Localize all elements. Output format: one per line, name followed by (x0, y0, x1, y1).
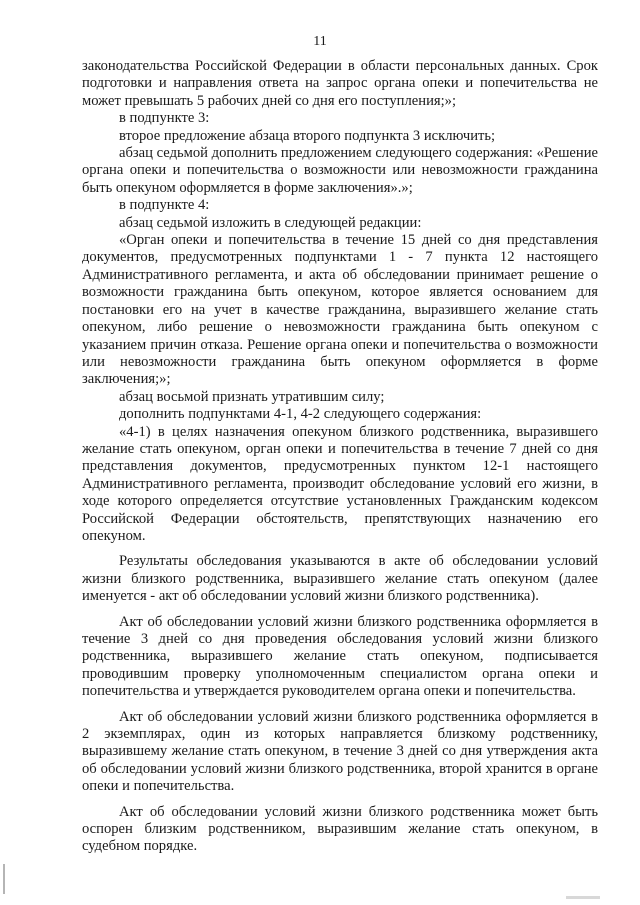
paragraph-continuation: законодательства Российской Федерации в области персональных данных. Срок подготовки и направления ответа на запрос органа опеки и попечительства не может превышать 5 рабочих дней со дня его поступления;»; (82, 58, 598, 109)
paragraph-exclude-sentence: второе предложение абзаца второго подпункта 3 исключить; (119, 127, 496, 144)
paragraph-guardianship-decision: «Орган опеки и попечительства в течение 15 дней со дня представления документов, предусмотренных подпунктами 1 - 7 пункта 12 настоящего Административного регламента, и акта об обследовании принимает решение о возможности гражданина быть опекуном, которое является основанием для постановки его на учет в качестве гражданина, выразившего желание стать опекуном, либо решение о невозможности гражданина быть опекуном с указанием причин отказа. Решение органа опеки и попечительства о возможности или невозможности гражданина быть опекуном оформляется в форме заключения;»; (82, 232, 598, 388)
paragraph-subclause-4-1: «4-1) в целях назначения опекуном близкого родственника, выразившего желание стать опекуном, орган опеки и попечительства в течение 7 дней со дня представления документов, предусмотренных пунктом 12-1 настоящего Административного регламента, производит обследование условий его жизни, в ходе которого определяется отсутствие установленных Гражданским кодексом Российской Федерации обстоятельств, препятствующих назначению его опекуном. (82, 423, 598, 544)
paragraph-act-formalization: Акт об обследовании условий жизни близкого родственника оформляется в течение 3 дней со дня проведения обследования условий жизни близкого родственника, выразившего желание стать опекуном, подписывается проводившим проверку уполномоченным специалистом органа опеки и попечительства и утверждается руководителем органа опеки и попечительства. (82, 613, 598, 700)
document-body (82, 58, 598, 856)
paragraph-subclause-4-heading: в подпункте 4: (119, 197, 210, 214)
paragraph-inspection-results: Результаты обследования указываются в акте об обследовании условий жизни близкого родственника, выразившего желание стать опекуном (далее именуется - акт об обследовании условий жизни близкого родственника). (82, 553, 598, 605)
paragraph-new-wording: абзац седьмой изложить в следующей редакции: (119, 214, 422, 231)
paragraph-add-subclauses: дополнить подпунктами 4-1, 4-2 следующего содержания: (119, 406, 482, 423)
paragraph-subclause-3-heading: в подпункте 3: (119, 110, 210, 127)
page-number: 11 (313, 34, 327, 49)
paragraph-add-sentence: абзац седьмой дополнить предложением следующего содержания: «Решение органа опеки и попечительства о возможности или невозможности гражданина быть опекуном оформляется в форме заключения».»; (82, 145, 598, 196)
scan-edge-mark (3, 864, 5, 894)
paragraph-act-appeal: Акт об обследовании условий жизни близкого родственника может быть оспорен близким родственником, выразившим желание стать опекуном, в судебном порядке. (82, 803, 598, 855)
paragraph-eighth-invalid: абзац восьмой признать утратившим силу; (119, 388, 385, 405)
paragraph-act-copies: Акт об обследовании условий жизни близкого родственника оформляется в 2 экземплярах, один из которых направляется близкому родственнику, выразившему желание стать опекуном, в течение 3 дней со дня утверждения акта об обследовании условий жизни близкого родственника, второй хранится в органе опеки и попечительства. (82, 708, 598, 795)
scan-smudge-mark (566, 896, 600, 899)
